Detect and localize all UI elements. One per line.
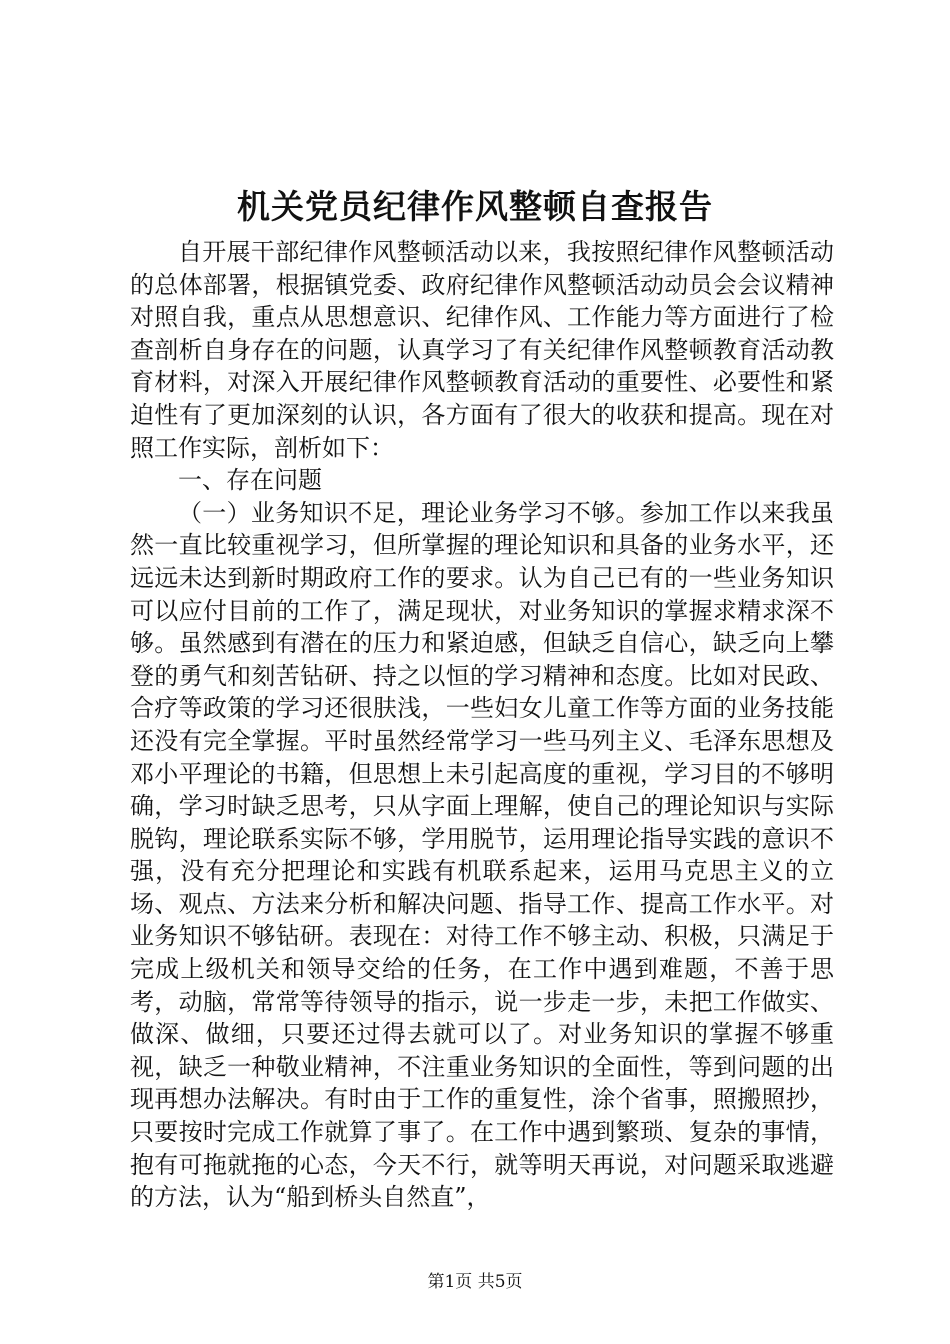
document-body bbox=[130, 236, 834, 1214]
document-title: 机关党员纪律作风整顿自查报告 bbox=[237, 187, 713, 226]
section-heading: 一、存在问题 bbox=[178, 466, 322, 495]
page-number: 第1页 共5页 bbox=[427, 1272, 523, 1292]
problem-paragraph: （一）业务知识不足，理论业务学习不够。参加工作以来我虽然一直比较重视学习，但所掌握的理论知识和具备的业务水平，还远远未达到新时期政府工作的要求。认为自己已有的一些业务知识可以应付目前的工作了，满足现状，对业务知识的掌握求精求深不够。虽然感到有潜在的压力和紧迫感，但缺乏自信心，缺乏向上攀登的勇气和刻苦钻研、持之以恒的学习精神和态度。比如对民政、合疗等政策的学习还很肤浅，一些妇女儿童工作等方面的业务技能还没有完全掌握。平时虽然经常学习一些马列主义、毛泽东思想及邓小平理论的书籍，但思想上未引起高度的重视，学习目的不够明确，学习时缺乏思考，只从字面上理解，使自己的理论知识与实际脱钩，理论联系实际不够，学用脱节，运用理论指导实践的意识不强，没有充分把理论和实践有机联系起来，运用马克思主义的立场、观点、方法来分析和解决问题、指导工作、提高工作水平。对业务知识不够钻研。表现在：对待工作不够主动、积极，只满足于完成上级机关和领导交给的任务，在工作中遇到难题，不善于思考，动脑，常常等待领导的指示，说一步走一步，未把工作做实、做深、做细，只要还过得去就可以了。对业务知识的掌握不够重视，缺乏一种敬业精神，不注重业务知识的全面性，等到问题的出现再想办法解决。有时由于工作的重复性，涂个省事，照搬照抄，只要按时完成工作就算了事了。在工作中遇到繁琐、复杂的事情，抱有可拖就拖的心态，今天不行，就等明天再说，对问题采取逃避的方法，认为“船到桥头自然直”， bbox=[130, 498, 834, 1212]
intro-paragraph: 自开展干部纪律作风整顿活动以来，我按照纪律作风整顿活动的总体部署，根据镇党委、政府纪律作风整顿活动动员会会议精神对照自我，重点从思想意识、纪律作风、工作能力等方面进行了检查剖析自身存在的问题，认真学习了有关纪律作风整顿教育活动教育材料，对深入开展纪律作风整顿教育活动的重要性、必要性和紧迫性有了更加深刻的认识，各方面有了很大的收获和提高。现在对照工作实际，剖析如下： bbox=[130, 238, 834, 462]
